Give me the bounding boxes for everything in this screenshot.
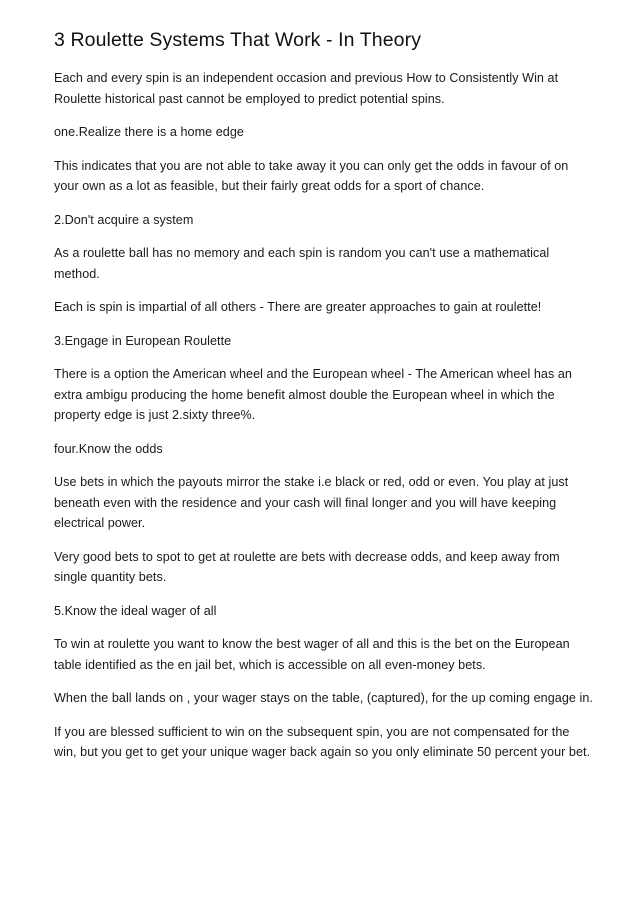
heading-no-system: 2.Don't acquire a system xyxy=(54,212,194,227)
heading-ideal-wager: 5.Know the ideal wager of all xyxy=(54,603,217,618)
paragraph-ball-lands: When the ball lands on , your wager stays on the table, (captured), for the up coming engage in. xyxy=(54,691,593,705)
paragraph-house-edge: This indicates that you are not able to take away it you can only get the odds in favour of on your own as a lot as feasible, but their fairly great odds for a sport of chance. xyxy=(54,158,569,193)
paragraph-impartial: Each is spin is impartial of all others - There are greater approaches to gain at roulette! xyxy=(54,300,542,314)
heading-european: 3.Engage in European Roulette xyxy=(54,333,232,348)
paragraph-wheels: There is a option the American wheel and the European wheel - The American wheel has an extra ambigu producing the home benefit almost double the European wheel in which the property edge is just 2.sixty three%. xyxy=(54,367,572,422)
heading-house-edge: one.Realize there is a home edge xyxy=(54,125,244,139)
paragraph-win-next-spin: If you are blessed sufficient to win on the subsequent spin, you are not compensated for the win, but you get to get your unique wager back again so you only eliminate 50 percent your bet. xyxy=(54,724,591,759)
paragraph-good-bets: Very good bets to spot to get at roulette are bets with decrease odds, and keep away from single quantity bets. xyxy=(54,549,560,584)
paragraph-en-prison: To win at roulette you want to know the best wager of all and this is the bet on the European table identified as the en jail bet, which is accessible on all even-money bets. xyxy=(54,637,570,672)
heading-odds: four.Know the odds xyxy=(54,441,163,456)
page-title: 3 Roulette Systems That Work - In Theory xyxy=(54,29,422,51)
paragraph-no-memory: As a roulette ball has no memory and each spin is random you can't use a mathematical method. xyxy=(54,246,550,281)
paragraph-intro: Each and every spin is an independent occasion and previous How to Consistently Win at Roulette historical past cannot be employed to predict potential spins. xyxy=(54,71,559,106)
paragraph-even-bets: Use bets in which the payouts mirror the stake i.e black or red, odd or even. You play at just beneath even with the residence and your cash will final longer and you will have keeping electrical power. xyxy=(54,475,569,530)
